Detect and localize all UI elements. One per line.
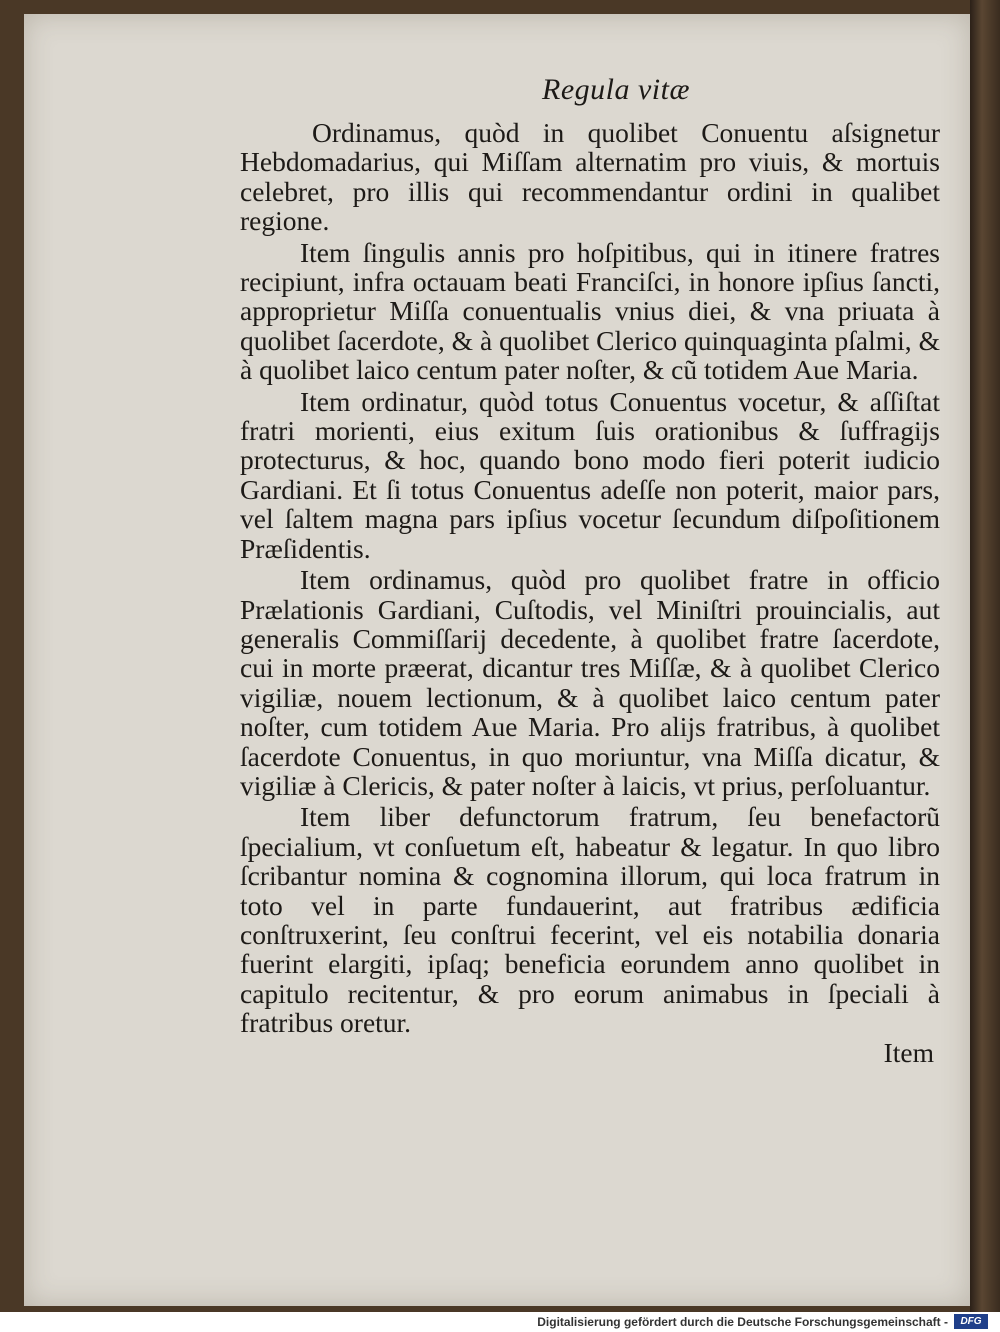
running-head: Regula vitæ xyxy=(542,73,690,106)
catchword: Item xyxy=(883,1036,934,1068)
paragraph-2: Item ſingulis annis pro hoſpitibus, qui in itinere fratres recipiunt, infra octauam beati Franciſci, in honore ipſius ſancti, approprietur Miſſa conuentualis vnius diei, & vna priuata à quolibet ſacerdote, & à quolibet Clerico quinquaginta pſalmi, & à quolibet laico centum pater noſter, & cũ totidem Aue Maria. xyxy=(240,236,940,386)
page-text-block xyxy=(240,70,940,1067)
paragraph-5: Item liber defunctorum fratrum, ſeu benefactorũ ſpecialium, vt conſuetum eſt, habeatur & legatur. In quo libro ſcribantur nomina & cognomina illorum, qui loca fratrum in toto vel in parte fundauerint, aut fratribus ædificia conſtruxerint, ſeu conſtrui fecerint, vel eis notabilia donaria fuerint elargiti, ipſaq; beneficia eorundem anno quolibet in capitulo recitentur, & pro eorum animabus in ſpeciali à fratribus oretur. xyxy=(240,801,940,1039)
footer-bar xyxy=(0,1312,1000,1332)
dfg-logo-icon: DFG xyxy=(954,1314,988,1329)
paragraph-1: Ordinamus, quòd in quolibet Conuentu aſsignetur Hebdomadarius, qui Miſſam alternatim pro viuis, & mortuis celebret, pro illis qui recommendantur ordini in qualibet regione. xyxy=(240,117,940,237)
book-spine xyxy=(970,0,1000,1312)
paragraph-4: Item ordinamus, quòd pro quolibet fratre in officio Prælationis Gardiani, Cuſtodis, vel Miniſtri prouincialis, aut generalis Commiſſarij decedente, à quolibet fratre ſacerdote, cui in morte præerat, dicantur tres Miſſæ, & à quolibet Clerico vigiliæ, nouem lectionum, & à quolibet laico centum pater noſter, cum totidem Aue Maria. Pro alijs fratribus, à quolibet ſacerdote Conuentus, in quo moriuntur, vna Miſſa dicatur, & vigiliæ à Clericis, & pater noſter à laicis, vt prius, perſoluantur. xyxy=(240,564,940,801)
funding-credit: Digitalisierung gefördert durch die Deutsche Forschungsgemeinschaft - xyxy=(537,1315,948,1329)
paragraph-3: Item ordinatur, quòd totus Conuentus vocetur, & aſſiſtat fratri morienti, eius exitum ſuis orationibus & ſuffragijs protecturus, & hoc, quando bono modo fieri poterit iudicio Gardiani. Et ſi totus Conuentus adeſſe non poterit, maior pars, vel ſaltem magna pars ipſius vocetur ſecundum diſpoſitionem Præſidentis. xyxy=(240,385,940,564)
